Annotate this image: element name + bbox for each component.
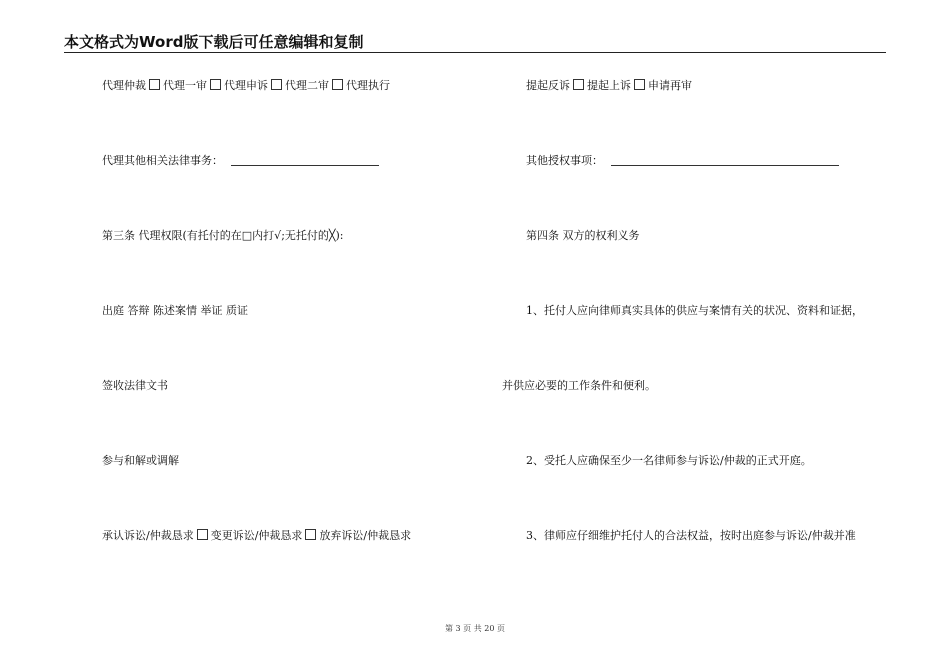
option-first-instance: 代理一审 [163,79,207,92]
option-retrial: 申请再审 [648,79,692,92]
option-arbitration: 代理仲裁 [102,79,146,92]
option-counterclaim: 提起反诉 [526,79,570,92]
checkbox[interactable] [634,79,645,90]
other-authorization-field[interactable] [611,155,839,166]
right-line-2 [526,154,839,168]
right-line-7: 3、律师应仔细维护托付人的合法权益，按时出庭参与诉讼/仲裁并准 [526,529,856,542]
option-execution: 代理执行 [346,79,390,92]
right-line-6: 2、受托人应确保至少一名律师参与诉讼/仲裁的正式开庭。 [526,454,812,467]
right-line-4: 1、托付人应向律师真实具体的供应与案情有关的状况、资料和证据， [526,304,863,317]
left-line-1 [102,79,390,93]
left-line-2 [102,154,379,168]
other-authorization-label: 其他授权事项： [526,154,603,167]
left-line-6: 参与和解或调解 [102,454,179,467]
header-rule [64,52,886,53]
left-line-5: 签收法律文书 [102,379,168,392]
right-line-1 [526,79,692,93]
option-waive-claim: 放弃诉讼/仲裁恳求 [319,529,412,542]
article-4-heading: 第四条 双方的权利义务 [526,229,640,242]
other-legal-affairs-label: 代理其他相关法律事务： [102,154,223,167]
other-legal-affairs-field[interactable] [231,155,379,166]
option-admit-claim: 承认诉讼/仲裁恳求 [102,529,194,542]
checkbox[interactable] [197,529,208,540]
checkbox[interactable] [271,79,282,90]
right-line-5: 并供应必要的工作条件和便利。 [502,379,656,392]
article-3-heading: 第三条 代理权限(有托付的在□内打√;无托付的╳): [102,229,344,242]
checkbox[interactable] [573,79,584,90]
checkbox[interactable] [332,79,343,90]
option-file-appeal: 提起上诉 [587,79,631,92]
option-second-instance: 代理二审 [285,79,329,92]
option-change-claim: 变更诉讼/仲裁恳求 [210,529,303,542]
checkbox[interactable] [305,529,316,540]
page-number: 第 3 页 共 20 页 [445,624,505,633]
option-appeal-petition: 代理申诉 [224,79,268,92]
left-line-4: 出庭 答辩 陈述案情 举证 质证 [102,304,248,317]
document-header: 本文格式为Word版下载后可任意编辑和复制 [64,33,364,51]
left-line-7 [102,529,411,543]
checkbox[interactable] [149,79,160,90]
checkbox[interactable] [210,79,221,90]
